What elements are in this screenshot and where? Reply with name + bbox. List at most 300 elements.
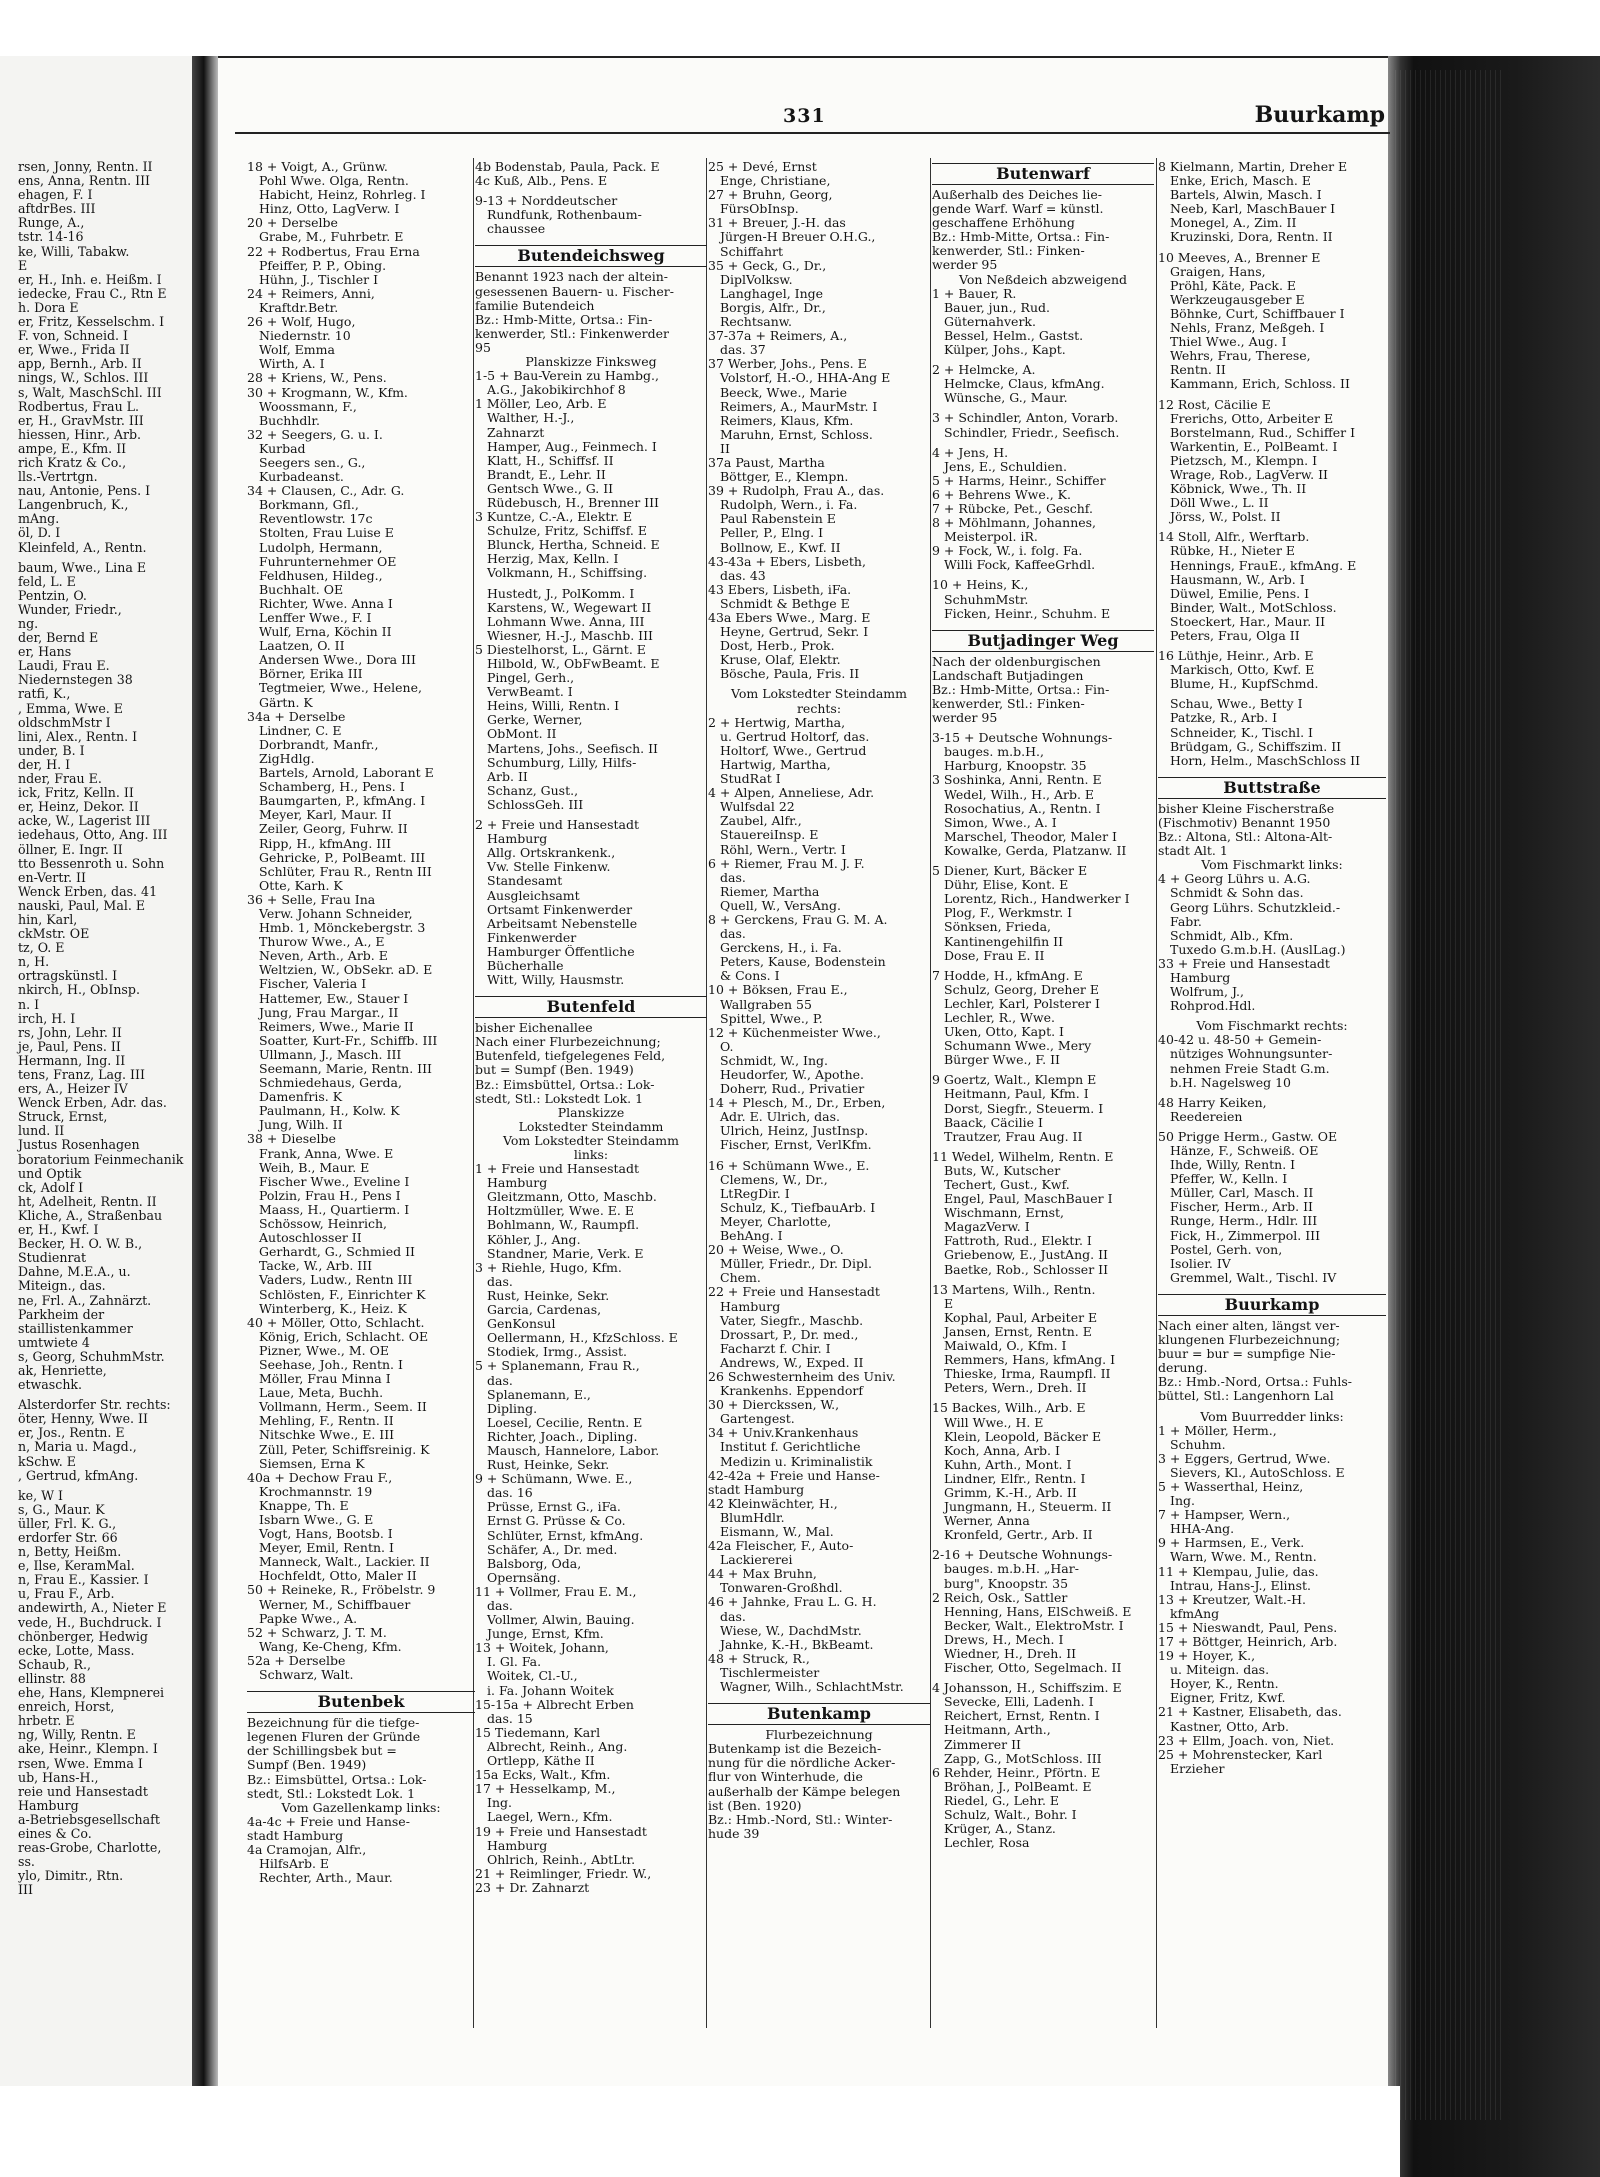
house-number-entry: 26 Schwesternheim des Univ. [708,1369,896,1384]
resident-entry: Bürger Wwe., F. II [944,1053,1060,1068]
resident-entry: Fick, H., Zimmerpol. III [1170,1228,1321,1243]
resident-entry: Schäfer, A., Dr. med. [487,1542,618,1557]
resident-entry: Ripp, H., kfmAng. III [259,836,392,851]
house-number-entry: 28 + Kriens, W., Pens. [247,371,387,386]
resident-entry: Meisterpol. iR. [944,530,1038,545]
resident-entry: BehAng. I [720,1229,783,1244]
street-heading: Butjadinger Weg [932,630,1154,652]
resident-entry: Frerichs, Otto, Arbeiter E [1170,411,1334,426]
resident-entry: Gremmel, Walt., Tischl. IV [1170,1270,1337,1285]
resident-entry: Wenck Erben, das. 41 [18,884,158,899]
resident-entry: Finkenwerder [487,930,577,945]
resident-entry: werder 95 [932,711,998,726]
resident-entry: ake, Heinr., Klempn. I [18,1742,158,1757]
resident-entry: Erzieher [1170,1761,1225,1776]
house-number-entry: 22 + Freie und Hansestadt [708,1285,880,1300]
house-number-entry: 5 + Wasserthal, Heinz, [1158,1479,1304,1494]
resident-entry: er, H., Inh. e. Heißm. I [18,272,162,287]
resident-entry: Junge, Ernst, Kfm. [487,1627,604,1642]
resident-entry: Rundfunk, Rothenbaum- [487,208,642,223]
house-number-entry: 10 + Böksen, Frau E., [708,983,848,998]
house-number-entry: 22 + Rodbertus, Frau Erna [247,244,420,259]
resident-entry: buur = bur = sumpfige Nie- [1158,1347,1336,1362]
resident-entry: Enke, Erich, Masch. E [1170,174,1311,189]
resident-entry: Eismann, W., Mal. [720,1525,834,1539]
house-number-entry: 1 + Freie und Hansestadt [475,1162,639,1177]
resident-entry: ecke, Lotte, Mass. [18,1643,135,1658]
resident-entry: Fabr. [1170,914,1202,929]
house-number-entry: 42 Kleinwächter, H., [708,1496,838,1511]
resident-entry: Gerhardt, G., Schmied II [259,1245,415,1260]
resident-entry: Vollmann, Herm., Seem. II [259,1400,427,1415]
house-number-entry: 46 + Jahnke, Frau L. G. H. [708,1595,877,1610]
resident-entry: Kleinfeld, A., Rentn. [18,540,147,555]
resident-entry: n, Betty, Heißm. [18,1545,122,1560]
resident-entry: rs, John, Lehr. II [18,1025,122,1040]
resident-entry: eines & Co. [18,1826,92,1841]
resident-entry: Wiesner, H.-J., Maschb. III [487,628,653,643]
resident-entry: kenwerder, Stl.: Finken- [932,244,1085,259]
resident-entry: Lechler, R., Wwe. [944,1010,1055,1025]
house-number-entry: 5 + Splanemann, Frau R., [475,1359,640,1374]
resident-entry: Warn, Wwe. M., Rentn. [1170,1550,1317,1565]
resident-entry: umtwiete 4 [18,1335,90,1350]
house-number-entry: 14 + Plesch, M., Dr., Erben, [708,1096,886,1111]
resident-entry: gesessenen Bauern- u. Fischer- [475,284,674,299]
resident-entry: Nach einer alten, längst ver- [1158,1318,1340,1333]
resident-entry: irch, H. I [18,1011,76,1026]
resident-entry: ht, Adelheit, Rentn. II [18,1194,157,1209]
resident-entry: er, H., Kwf. I [18,1223,99,1238]
resident-entry: Baetke, Rob., Schlosser II [944,1262,1109,1277]
house-number-entry: 9 Goertz, Walt., Klempn E [932,1073,1097,1088]
resident-entry: Schanz, Gust., [487,783,579,798]
resident-entry: Ohlrich, Reinh., AbtLtr. [487,1852,636,1867]
resident-entry: lund. II [18,1124,65,1139]
resident-entry: Jansen, Ernst, Rentn. E [944,1324,1092,1339]
resident-entry: Witt, Willy, Hausmstr. [487,973,625,988]
resident-entry: Jung, Frau Margar., II [259,1005,399,1020]
resident-entry: Bartels, Alwin, Masch. I [1170,188,1322,203]
resident-entry: Trautzer, Frau Aug. II [944,1129,1083,1144]
resident-entry: Ullmann, J., Masch. III [259,1047,402,1062]
resident-entry: Herzig, Max, Kelln. I [487,552,619,567]
resident-entry: Studienrat [18,1251,87,1266]
resident-entry: Schlüter, Ernst, kfmAng. [487,1528,644,1543]
resident-entry: Köbnick, Wwe., Th. II [1170,482,1307,497]
resident-entry: Klatt, H., Schiffsf. II [487,453,614,468]
house-number-entry: 37a Paust, Martha [708,455,825,470]
resident-entry: Hänze, F., Schweiß. OE [1170,1144,1319,1158]
resident-entry: Bücherhalle [487,958,564,973]
resident-entry: Wedel, Wilh., H., Arb. E [944,787,1095,802]
resident-entry: Heitmann, Paul, Kfm. I [944,1087,1089,1102]
resident-entry: u. Gertrud Holtorf, das. [720,729,870,744]
resident-entry: der, H. I [18,757,71,772]
resident-entry: Rudolph, Wern., i. Fa. [720,498,858,513]
resident-entry: Fischer, Ernst, VerlKfm. [720,1138,872,1153]
resident-entry: Schulze, Fritz, Schiffsf. E [487,524,647,539]
resident-entry: Medizin u. Kriminalistik [720,1454,873,1469]
resident-entry: Alsterdorfer Str. rechts: [18,1398,171,1413]
directory-column-2 [475,160,707,2040]
resident-entry: Opernsäng. [487,1570,561,1585]
resident-entry: Kastner, Otto, Arb. [1170,1719,1289,1734]
resident-entry: Schneider, K., Tischl. I [1170,725,1313,740]
resident-entry: Autoschlosser II [259,1231,362,1246]
resident-entry: Oellermann, H., KfzSchloss. E [487,1331,678,1346]
resident-entry: Schau, Wwe., Betty I [1170,697,1303,712]
resident-entry: chönberger, Hedwig [18,1629,148,1644]
house-number-entry: 4b Bodenstab, Paula, Pack. E [475,160,660,174]
house-number-entry: 38 + Dieselbe [247,1132,336,1147]
resident-entry: Bz.: Eimsbüttel, Ortsa.: Lok- [475,1077,655,1092]
resident-entry: Hühn, J., Tischler I [259,272,379,287]
resident-entry: hin, Karl, [18,912,78,927]
house-number-entry: 1 Möller, Leo, Arb. E [475,397,607,412]
resident-entry: Vom Buurredder links: [1200,1409,1344,1424]
resident-entry: Böhnke, Curt, Schiffbauer I [1170,306,1345,321]
resident-entry: etwaschk. [18,1378,83,1393]
resident-entry: andewirth, A., Nieter E [18,1601,167,1616]
resident-entry: Landschaft Butjadingen [932,668,1084,683]
resident-entry: Riedel, G., Lehr. E [944,1793,1060,1808]
resident-entry: nütziges Wohnungsunter- [1170,1047,1333,1062]
resident-entry: Heins, Willi, Rentn. I [487,699,620,714]
house-number-entry: 34a + Derselbe [247,709,346,724]
house-number-entry: 15 Backes, Wilh., Arb. E [932,1401,1086,1416]
resident-entry: Langhagel, Inge [720,286,824,301]
resident-entry: Maruhn, Ernst, Schloss. [720,427,873,442]
resident-entry: stedt, Stl.: Lokstedt Lok. 1 [247,1786,416,1801]
resident-entry: ObMont. II [487,727,557,742]
resident-entry: Struck, Ernst, [18,1110,108,1125]
resident-entry: Becker, Walt., ElektroMstr. I [944,1618,1124,1633]
resident-entry: enreich, Horst, [18,1700,115,1715]
resident-entry: Zimmerer II [944,1737,1021,1752]
house-number-entry: 11 + Klempau, Julie, das. [1158,1564,1319,1579]
resident-entry: Reimers, A., MaurMstr. I [720,399,878,414]
resident-entry: Vom Gazellenkamp links: [281,1800,441,1815]
directory-column-4 [932,160,1154,2040]
resident-entry: Pfeffer, W., Kelln. I [1170,1172,1288,1187]
resident-entry: Meyer, Karl, Maur. II [259,808,392,823]
resident-entry: öllner, E. Ingr. II [18,842,123,857]
resident-entry: Dahne, M.E.A., u. [18,1265,131,1280]
resident-entry: Vogt, Hans, Bootsb. I [259,1527,393,1542]
resident-entry: Butenkamp ist die Bezeich- [708,1742,882,1757]
resident-entry: Bollnow, E., Kwf. II [720,540,841,555]
resident-entry: Ficken, Heinr., Schuhm. E [944,606,1111,621]
resident-entry: das. [487,1599,513,1613]
resident-entry: Borgis, Alfr., Dr., [720,300,826,315]
house-number-entry: 17 + Böttger, Heinrich, Arb. [1158,1635,1338,1649]
resident-entry: Züll, Peter, Schiffsreinig. K [259,1442,430,1457]
resident-entry: Wagner, Wilh., SchlachtMstr. [720,1680,904,1695]
resident-entry: ZigHdlg. [259,751,315,766]
house-number-entry: 16 Lüthje, Heinr., Arb. E [1158,649,1314,664]
house-number-entry: 3-15 + Deutsche Wohnungs- [932,731,1113,746]
resident-entry: Spittel, Wwe., P. [720,1011,823,1026]
resident-entry: Fuhrunternehmer OE [259,554,397,569]
resident-entry: Wunder, Friedr., [18,602,122,617]
resident-entry: u, Frau F., Arb. [18,1587,115,1602]
resident-entry: Vw. Stelle Finkenw. [487,860,611,875]
resident-entry: , Gertrud, kfmAng. [18,1468,139,1483]
resident-entry: Bauer, jun., Rud. [944,300,1050,315]
resident-entry: Werkzeugausgeber E [1170,292,1305,307]
resident-entry: Niedernstegen 38 [18,673,133,688]
house-number-entry: 24 + Reimers, Anni, [247,286,375,301]
resident-entry: das. 43 [720,568,766,583]
house-number-entry: 31 + Breuer, J.-H. das [708,216,846,231]
house-number-entry: 52a + Derselbe [247,1653,346,1668]
resident-entry: Pohl Wwe. Olga, Rentn. [259,174,409,189]
resident-entry: Andersen Wwe., Dora III [259,653,416,668]
resident-entry: A.G., Jakobikirchhof 8 [487,383,626,398]
resident-entry: Woossmann, F., [259,399,357,414]
house-number-entry: 4 Johansson, H., Schiffszim. E [932,1681,1122,1696]
resident-entry: n, Frau E., Kassier. I [18,1573,149,1588]
resident-entry: Uken, Otto, Kapt. I [944,1025,1064,1040]
resident-entry: Dose, Frau E. II [944,948,1045,963]
resident-entry: b.H. Nagelsweg 10 [1170,1075,1292,1090]
column-rule [930,158,931,2028]
page-header [235,102,1395,135]
resident-entry: Peters, Wern., Dreh. II [944,1381,1087,1396]
house-number-entry: 35 + Geck, G., Dr., [708,258,827,273]
directory-column-5 [1158,160,1386,2040]
resident-entry: tto Bessenroth u. Sohn [18,856,165,871]
resident-entry: Loesel, Cecilie, Rentn. E [487,1415,643,1430]
resident-entry: er, Wwe., Frida II [18,343,130,358]
resident-entry: er, Hans [18,645,72,660]
resident-entry: bisher Kleine Fischerstraße [1158,801,1335,816]
resident-entry: Kraftdr.Betr. [259,300,339,315]
resident-entry: Bz.: Hmb-Mitte, Ortsa.: Fin- [932,682,1110,697]
house-number-entry: 15 + Nieswandt, Paul, Pens. [1158,1620,1338,1635]
resident-entry: Lenffer Wwe., F. I [259,611,372,625]
resident-entry: Stoeckert, Har., Maur. II [1170,614,1326,629]
resident-entry: Hamburg [720,1299,781,1314]
resident-entry: das. [487,1373,513,1388]
resident-entry: chaussee [487,222,546,237]
house-number-entry: 2 + Hertwig, Martha, [708,715,846,730]
resident-entry: Köhler, J., Ang. [487,1232,581,1247]
house-number-entry: 5 Diener, Kurt, Bäcker E [932,864,1088,879]
resident-entry: burg", Knoopstr. 35 [944,1576,1069,1591]
resident-entry: Hamburg [487,832,548,847]
resident-entry: Gentsch Wwe., G. II [487,481,614,496]
resident-entry: Lechler, Karl, Polsterer I [944,996,1100,1011]
resident-entry: Frank, Anna, Wwe. E [259,1146,394,1161]
resident-entry: Schulz, Walt., Bohr. I [944,1808,1077,1823]
resident-entry: Buts, W., Kutscher [944,1163,1061,1178]
resident-entry: Postel, Gerh. von, [1170,1242,1283,1257]
resident-entry: Thurow Wwe., A., E [259,935,385,950]
resident-entry: Laatzen, O. II [259,639,345,654]
resident-entry: Planskizze [557,1105,625,1120]
resident-entry: Rüdebusch, H., Brenner III [487,495,659,510]
resident-entry: lls.-Vertrtgn. [18,470,98,485]
resident-entry: Klein, Leopold, Bäcker E [944,1429,1102,1444]
resident-entry: Gerke, Werner, [487,713,583,728]
resident-entry: Tegtmeier, Wwe., Helene, [259,681,422,696]
resident-entry: Rosochatius, A., Rentn. I [944,801,1101,816]
resident-entry: Blume, H., KupfSchmd. [1170,677,1319,692]
resident-entry: Külper, Johs., Kapt. [944,343,1066,358]
blank-line [1158,768,1386,774]
resident-entry: Laudi, Frau E. [18,659,110,674]
resident-entry: Bessel, Helm., Gastst. [944,328,1084,343]
resident-entry: Kruzinski, Dora, Rentn. II [1170,230,1333,245]
resident-entry: Kurbad [259,441,306,456]
resident-entry: Allg. Ortskrankenk., [487,846,616,861]
resident-entry: Jörss, W., Polst. II [1170,510,1281,525]
house-number-entry: 7 Hodde, H., kfmAng. E [932,968,1083,983]
resident-entry: geschaffene Erhöhung [932,216,1075,231]
resident-entry: Möller, Frau Minna I [259,1372,391,1387]
house-number-entry: 37-37a + Reimers, A., [708,329,848,344]
resident-entry: tens, Franz, Lag. III [18,1068,145,1082]
resident-entry: nau, Antonie, Pens. I [18,484,151,499]
resident-entry: Mehling, F., Rentn. II [259,1414,394,1429]
resident-entry: Wehrs, Frau, Therese, [1170,349,1311,364]
house-number-entry: 7 + Hampser, Wern., [1158,1508,1291,1523]
resident-entry: i. Fa. Johann Woitek [487,1683,614,1698]
resident-entry: ehe, Hans, Klempnerei [18,1686,165,1701]
resident-entry: Fischer, Herm., Arb. II [1170,1200,1313,1215]
resident-entry: Stodiek, Irmg., Assist. [487,1345,627,1360]
resident-entry: Lechler, Rosa [944,1836,1030,1851]
resident-entry: Helmcke, Claus, kfmAng. [944,377,1105,392]
resident-entry: Weih, B., Maur. E [259,1160,370,1175]
resident-entry: boratorium Feinmechanik [18,1152,184,1167]
resident-entry: Schlösten, F., Einrichter K [259,1287,426,1302]
resident-entry: flur von Winterhude, die [708,1770,863,1785]
resident-entry: Kronfeld, Gertr., Arb. II [944,1528,1093,1543]
resident-entry: E [18,258,28,273]
resident-entry: baum, Wwe., Lina E [18,560,147,575]
resident-entry: ke, Willi, Tabakw. [18,244,130,259]
resident-entry: Stolten, Frau Luise E [259,526,394,541]
street-heading: Butendeichsweg [475,245,707,267]
house-number-entry: 25 + Devé, Ernst [708,160,817,174]
resident-entry: Bartels, Arnold, Laborant E [259,766,434,781]
house-number-entry: 7 + Rübcke, Pet., Geschf. [932,501,1093,516]
resident-entry: app, Bernh., Arb. II [18,357,142,372]
resident-entry: Papke Wwe., A. [259,1611,358,1626]
resident-entry: das. [720,927,746,942]
resident-entry: Schlüter, Frau R., Rentn III [259,864,432,879]
resident-entry: er, Heinz, Dekor. II [18,800,139,815]
street-heading: Butenkamp [708,1703,930,1725]
house-number-entry: 3 + Schindler, Anton, Vorarb. [932,411,1119,426]
resident-entry: MagazVerw. I [944,1220,1030,1235]
resident-entry: legenen Fluren der Gründe [247,1730,421,1745]
resident-entry: & Cons. I [720,969,780,984]
resident-entry: Clemens, W., Dr., [720,1172,828,1187]
house-number-entry: 40a + Dechow Frau F., [247,1470,393,1485]
resident-entry: s, Georg, SchuhmMstr. [18,1349,165,1364]
left-page-column [6,160,186,2040]
resident-entry: Jürgen-H Breuer O.H.G., [720,230,876,245]
resident-entry: Standesamt [487,874,563,889]
resident-entry: Bröhan, J., PolBeamt. E [944,1779,1092,1794]
resident-entry: Jung, Wilh. II [259,1118,343,1133]
resident-entry: Griebenow, E., JustAng. II [944,1248,1108,1263]
resident-entry: Remmers, Hans, kfmAng. I [944,1353,1116,1368]
resident-entry: n, Maria u. Magd., [18,1440,137,1455]
resident-entry: das. [720,870,746,885]
resident-entry: das. 37 [720,343,766,358]
house-number-entry: 27 + Bruhn, Georg, [708,188,833,203]
resident-entry: bauges. m.b.H., [944,745,1044,760]
house-number-entry: 4 + Alpen, Anneliese, Adr. [708,786,875,801]
resident-entry: Hartwig, Martha, [720,757,831,772]
house-number-entry: 13 Martens, Wilh., Rentn. [932,1282,1096,1297]
resident-entry: Horn, Helm., MaschSchloss II [1170,753,1361,768]
house-number-entry: 33 + Freie und Hansestadt [1158,956,1330,971]
resident-entry: Schulz, Georg, Dreher E [944,982,1099,997]
resident-entry: Schuhm. [1170,1437,1226,1452]
resident-entry: reas-Grobe, Charlotte, [18,1841,162,1856]
resident-entry: Düwel, Emilie, Pens. I [1170,586,1310,601]
resident-entry: StauereiInsp. E [720,828,819,843]
resident-entry: Ernst G. Prüsse & Co. [487,1514,626,1529]
resident-entry: klungenen Flurbezeichnung; [1158,1333,1341,1348]
resident-entry: kSchw. E [18,1454,76,1469]
resident-entry: Wünsche, G., Maur. [944,391,1068,406]
house-number-entry: 30 + Dierckssen, W., [708,1398,840,1413]
resident-entry: ratfi, K., [18,687,71,702]
house-number-entry: 9-13 + Norddeutscher [475,194,618,209]
resident-entry: Justus Rosenhagen [18,1138,140,1153]
resident-entry: Eigner, Fritz, Kwf. [1170,1691,1286,1706]
resident-entry: Isbarn Wwe., G. E [259,1513,374,1527]
resident-entry: er, H., GravMstr. III [18,413,144,428]
resident-entry: je, Paul, Pens. II [18,1039,121,1054]
resident-entry: Sumpf (Ben. 1949) [247,1758,367,1773]
resident-entry: Gartengest. [720,1412,795,1427]
resident-entry: das. [487,1274,513,1289]
resident-entry: ampe, E., Kfm. II [18,441,127,456]
resident-entry: Kuhn, Arth., Mont. I [944,1457,1072,1472]
resident-entry: Schmidt & Bethge E [720,596,850,611]
resident-entry: Volkmann, H., Schiffsing. [487,566,648,581]
resident-entry: rich Kratz & Co., [18,455,127,470]
resident-entry: Langenbruch, K., [18,498,129,513]
resident-entry: Karstens, W., Wegewart II [487,600,652,615]
street-heading: Butenbek [247,1691,475,1713]
resident-entry: hiessen, Hinr., Arb. [18,427,142,442]
house-number-entry: 39 + Rudolph, Frau A., das. [708,484,885,499]
resident-entry: nings, W., Schlos. III [18,371,149,386]
resident-entry: Bz.: Hmb-Mitte, Ortsa.: Fin- [932,230,1110,245]
house-number-entry: 16 + Schümann Wwe., E. [708,1158,870,1173]
resident-entry: Splanemann, E., [487,1387,591,1402]
resident-entry: Vom Lokstedter Steindamm [502,1133,680,1148]
resident-entry: ers, A., Heizer IV [18,1082,128,1097]
house-number-entry: 48 Harry Keiken, [1158,1095,1267,1110]
resident-entry: Fischer Wwe., Eveline I [259,1174,410,1189]
blank-line [932,621,1154,627]
book-gutter [192,56,218,2086]
resident-entry: F. von, Schneid. I [18,329,129,344]
resident-entry: Schmiedehaus, Gerda, [259,1076,402,1091]
resident-entry: Blunck, Hertha, Schneid. E [487,538,660,553]
resident-entry: Wolfrum, J., [1170,985,1244,1000]
